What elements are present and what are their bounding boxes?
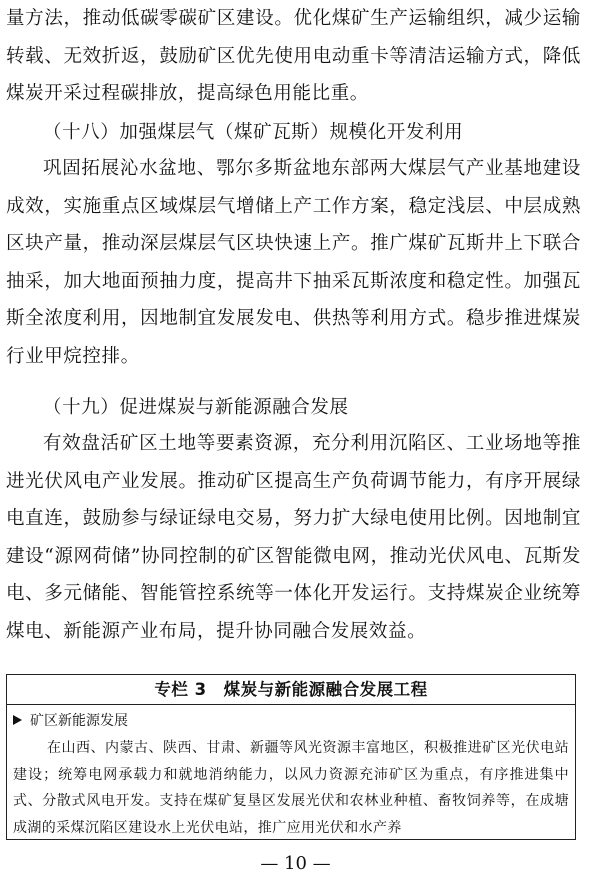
feature-box-column-3	[6, 674, 576, 840]
feature-box-title: 专栏 3 煤炭与新能源融合发展工程	[7, 675, 575, 705]
paragraph-new-energy-integration: 有效盘活矿区土地等要素资源，充分利用沉陷区、工业场地等推进光伏风电产业发展。推动矿区提高生产负荷调节能力，有序开展绿电直连，鼓励参与绿证绿电交易，努力扩大绿电使用比例。因地制宜建设“源网荷储”协同控制的矿区智能微电网，推动光伏风电、瓦斯发电、多元储能、智能管控系统等一体化开发运行。支持煤炭企业统筹煤电、新能源产业布局，提升协同融合发展效益。	[6, 433, 581, 642]
arrow-bullet-icon	[13, 715, 22, 725]
section-heading-19: （十九）促进煤炭与新能源融合发展	[43, 397, 349, 418]
paragraph-coalbed-methane: 巩固拓展沁水盆地、鄂尔多斯盆地东部两大煤层气产业基地建设成效，实施重点区域煤层气增储上产工作方案，稳定浅层、中层成熟区块产量，推动深层煤层气区块快速上产。推广煤矿瓦斯井上下联合抽采，加大地面预抽力度，提高井下抽采瓦斯浓度和稳定性。加强瓦斯全浓度利用，因地制宜发展发电、供热等利用方式。稳步推进煤炭行业甲烷控排。	[6, 158, 581, 367]
section-heading-18: （十八）加强煤层气（煤矿瓦斯）规模化开发利用	[43, 122, 464, 143]
page-number: — 10 —	[260, 853, 331, 874]
feature-box-item-label: 矿区新能源发展	[30, 713, 128, 729]
feature-box-text: 在山西、内蒙古、陕西、甘肃、新疆等风光资源丰富地区，积极推进矿区光伏电站建设；统筹电网承载力和就地消纳能力，以风力资源充沛矿区为重点，有序推进集中式、分散式风电开发。支持在煤矿复垦区发展光伏和农林业种植、畜牧饲养等，在成塘成湖的采煤沉陷区建设水上光伏电站，推广应用光伏和水产养	[13, 740, 569, 836]
feature-box-item	[13, 711, 128, 731]
paragraph-emission-reduction: 量方法，推动低碳零碳矿区建设。优化煤矿生产运输组织，减少运输转载、无效折返，鼓励矿区优先使用电动重卡等清洁运输方式，降低煤炭开采过程碳排放，提高绿色用能比重。	[6, 8, 581, 104]
